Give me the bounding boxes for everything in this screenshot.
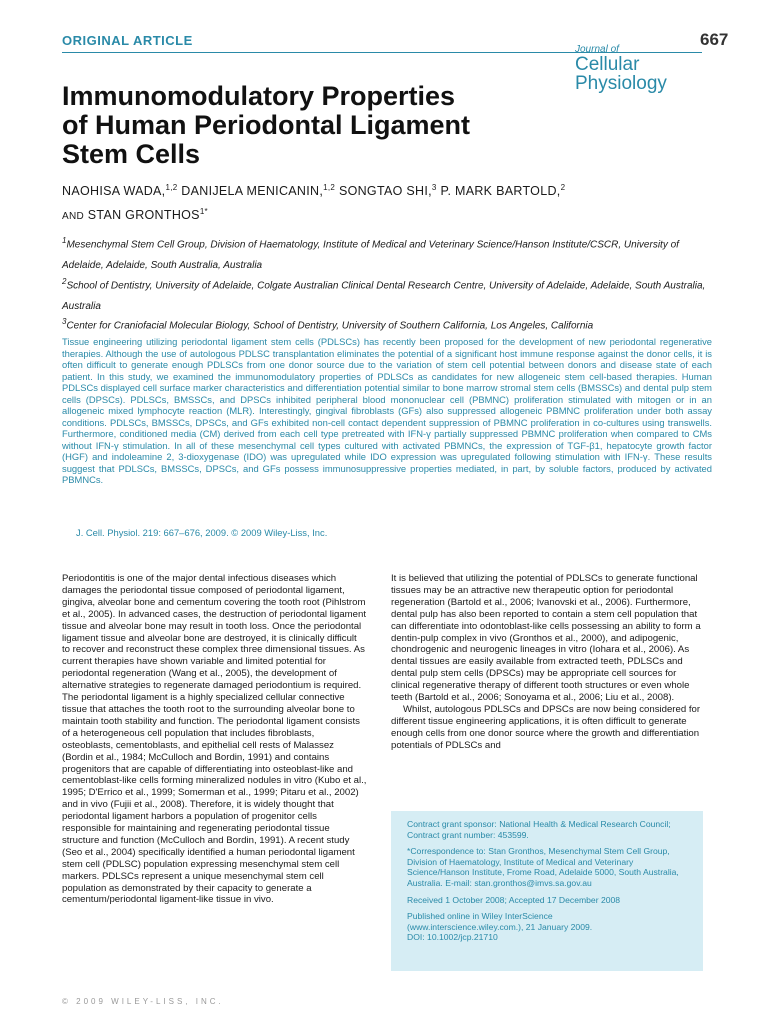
author-menicanin: DANIJELA MENICANIN, — [181, 184, 324, 199]
title-line-3: Stem Cells — [62, 139, 201, 169]
citation: J. Cell. Physiol. 219: 667–676, 2009. © 2009 Wiley-Liss, Inc. — [76, 527, 328, 538]
grant-sponsor: Contract grant sponsor: National Health & Medical Research Council; — [407, 819, 671, 829]
grant-number: Contract grant number: 453599. — [407, 829, 529, 840]
journal-logo — [575, 44, 715, 93]
author-shi-affil: 3 — [431, 183, 437, 192]
author-bartold-affil: 2 — [560, 183, 566, 192]
body-column-right — [391, 573, 703, 752]
author-bartold: P. MARK BARTOLD, — [440, 184, 561, 199]
body-column-left — [62, 573, 367, 906]
doi: DOI: 10.1002/jcp.21710 — [407, 932, 498, 943]
affiliation-3 — [62, 311, 712, 336]
body-paragraph: Periodontitis is one of the major dental infectious diseases which damages the periodontal tissue composed of periodontal ligament, gingiva, alveolar bone and cementum covering the tooth root (Pihlstrom et al., 2005). In advanced cases, the destruction of periodontal ligament tissue and alveolar bone may result in tooth loss. Once the periodontal ligament tissue and alveolar bone are destroyed, it is clinically difficult to recover and reconstruct these complex three dimensional tissues. As current therapies have shown variable and limited potential for periodontal regeneration (Wang et al., 2005), the development of alternative strategies to regenerate damaged periodontium is required. The periodontal ligament is a highly specialized cellular connective tissue that attaches the tooth root to the surrounding alveolar bone to maintain tooth stability and function. The periodontal ligament consists of a heterogeneous cell population that includes fibroblasts, osteoblasts, cementoblasts, and epithelial cell rests of Malassez (Bordin et al., 1984; McCulloch and Bordin, 1991) and contains progenitors that are capable of differentiating into osteoblast-like and cementoblast-like cells forming mineralized nodules in vitro (Kubo et al., 1995; D'Errico et al., 1999; Somerman et al., 1999; Pitaru et al., 2002) and in vivo (Fujii et al., 2008). Therefore, it is widely thought that periodontal ligament harbors a population of progenitor cells responsible for maintaining and regenerating periodontal tissue structure and function (McCulloch and Bordin, 1991). A recent study (Seo et al., 2004) specifically identified a human periodontal ligament stem cell (PDLSC) population expressing mesenchymal stem cell markers. PDLSCs represent a unique mesenchymal stem cell population as demonstrated by their capacity to generate a cementum/periodontal ligament-like tissue in vivo. — [62, 573, 367, 906]
published-line-1: Published online in Wiley InterScience — [407, 911, 553, 922]
author-gronthos-affil: 1* — [199, 207, 208, 216]
author-gronthos: STAN GRONTHOS — [87, 208, 200, 223]
correspondence: *Correspondence to: Stan Gronthos, Mesenchymal Stem Cell Group, Division of Haematology, Institute of Medical and Veterinary Science/Hanson Institute, Frome Road, Adelaide 5000, South Australia, Australia. E-mail: stan.gronthos@imvs.sa.gov.au — [407, 846, 679, 888]
journal-logo-line1: Cellular — [575, 54, 640, 75]
article-title — [62, 82, 562, 169]
body-paragraph: It is believed that utilizing the potential of PDLSCs to generate functional tissues may be an attractive new therapeutic option for periodontal regeneration (Bartold et al., 2006; Ivanovski et al., 2006). Furthermore, dental pulp has also been reported to contain a stem cell population that can differentiate into odontoblast-like cells possessing an ability to form a dentin-pulp complex in vivo (Gronthos et al., 2000), and adipogenic, chondrogenic and neurogenic lineages in vitro (Iohara et al., 2006). As dental tissues are easily available from extracted teeth, PDLSCs and dental pulp stem cells (DPSCs) may be appropriate cell sources for clinical regenerative therapy of different tooth structures or even whole teeth (Bartold et al., 2006; Sonoyama et al., 2006; Liu et al., 2008). — [391, 573, 701, 704]
author-wada-affil: 1,2 — [165, 183, 178, 192]
abstract: Tissue engineering utilizing periodontal ligament stem cells (PDLSCs) has recently been proposed for the development of new periodontal regenerative therapies. Although the use of autologous PDLSC transplantation eliminates the potential of a significant host immune response against the donor cells, it is often difficult to generate enough PDLSCs from one donor source due to the variation of stem cell potential between donors and disease state of each patient. In this study, we examined the immunomodulatory properties of PDLSCs as candidates for new allogeneic stem cell-based therapies. Human PDLSCs displayed cell surface marker characteristics and differentiation potential similar to bone marrow stromal stem cells (BMSSCs) and dental pulp stem cells (DPSCs). PDLSCs, BMSSCs, and DPSCs inhibited peripheral blood mononuclear cell (PBMNC) proliferation stimulated with mitogen or in an allogeneic mixed lymphocyte reaction (MLR). Interestingly, gingival fibroblasts (GFs) also suppressed allogeneic PBMNC proliferation under both assay conditions. PDLSCs, BMSSCs, DPSCs, and GFs exhibited non-cell contact dependent suppression of PBMNC proliferation in co-cultures using transwells. Furthermore, conditioned media (CM) derived from each cell type pretreated with IFN-γ partially suppressed PBMNC proliferation when compared to CMs without IFN-γ stimulation. In all of these mesenchymal cell types cultured with activated PBMNCs, the expression of TGF-β1, hepatocyte growth factor (HGF) and indoleamine 2, 3-dioxygenase (IDO) was upregulated while IDO expression was upregulated following stimulation with IFN-γ. These results suggest that PDLSCs, BMSSCs, DPSCs, and GFs possess immunosuppressive properties mediated, in part, by soluble factors, produced by activated PBMNCs. — [62, 336, 712, 485]
author-and: AND — [62, 211, 85, 223]
article-info-box — [391, 811, 703, 971]
author-shi: SONGTAO SHI, — [338, 184, 432, 199]
affiliation-2-text: School of Dentistry, University of Adelaide, Colgate Australian Clinical Dental Research Centre, University of Adelaide, Adelaide, South Australia, Australia — [62, 280, 706, 313]
section-label: ORIGINAL ARTICLE — [62, 33, 193, 48]
affiliation-3-text: Center for Craniofacial Molecular Biology, School of Dentistry, University of Southern California, Los Angeles, California — [66, 320, 594, 332]
author-wada: NAOHISA WADA, — [62, 184, 166, 199]
footer-copyright: © 2009 WILEY-LISS, INC. — [62, 997, 224, 1006]
journal-logo-of: Journal of — [575, 44, 619, 55]
grant-info — [407, 819, 687, 840]
page-number: 667 — [700, 30, 729, 49]
author-list — [62, 183, 712, 198]
affiliation-3-number: 3 — [62, 317, 67, 326]
affiliation-1-text: Mesenchymal Stem Cell Group, Division of Haematology, Institute of Medical and Veterinary Science/Hanson Institute/CSCR, University of Adelaide, Adelaide, South Australia, Australia — [62, 239, 679, 272]
publication-info — [407, 911, 687, 943]
author-menicanin-affil: 1,2 — [323, 183, 336, 192]
body-paragraph: Whilst, autologous PDLSCs and DPSCs are now being considered for different tissue engineering applications, it is often difficult to generate enough cells from one donor source where the growth and differentiation potentials of PDLSCs and — [391, 703, 701, 751]
published-line-2: (www.interscience.wiley.com.), 21 January 2009. — [407, 921, 593, 932]
affiliation-1 — [62, 230, 712, 276]
author-list-line-2 — [62, 207, 712, 222]
affiliation-1-number: 1 — [62, 236, 67, 245]
received-dates: Received 1 October 2008; Accepted 17 December 2008 — [407, 894, 621, 905]
journal-logo-line2: Physiology — [575, 73, 667, 94]
affiliation-2-number: 2 — [62, 277, 67, 286]
title-line-1: Immunomodulatory Properties — [62, 81, 456, 111]
title-line-2: of Human Periodontal Ligament — [62, 110, 471, 140]
